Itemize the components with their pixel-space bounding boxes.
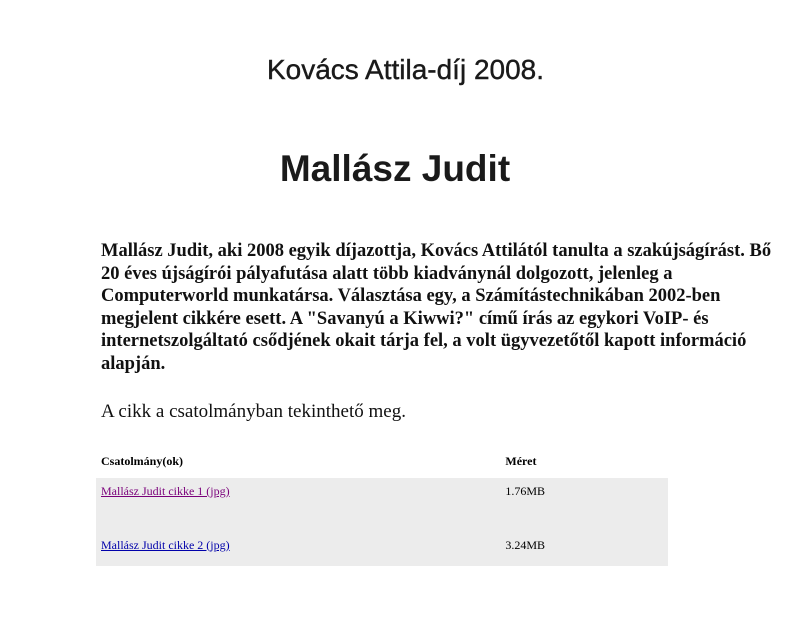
award-title: Kovács Attila-díj 2008. (266, 54, 545, 85)
column-header-size: Méret (505, 453, 537, 468)
attachment-size-cell: 1.76MB (505, 484, 546, 498)
table-row (96, 524, 668, 566)
attachment-link-1[interactable]: Mallász Judit cikke 1 (jpg) (101, 484, 230, 498)
attachments-header-row (96, 444, 668, 478)
column-header-attachment: Csatolmány(ok) (101, 453, 184, 468)
attachment-size-cell: 3.24MB (505, 537, 546, 552)
attachment-link-2[interactable]: Mallász Judit cikke 2 (jpg) (101, 537, 230, 552)
article-lead: Mallász Judit, aki 2008 egyik díjazottja, Kovács Attilától tanulta a szakújságírást. Bő 20 éves újságírói pályafutása alatt több kiadványnál dolgozott, jelenleg a Computerworld munkatársa. Választása egy, a Számítástechnikában 2002-ben megjelent cikkére esett. A "Savanyú a Kiwwi?" című írás az egykori VoIP- és internetszolgáltató csődjének okait tárja fel, a volt ügyvezetőtől kapott információ alapján. (101, 241, 772, 374)
page-title: Mallász Judit (279, 148, 511, 189)
attachment-name-cell (96, 524, 500, 566)
attachments-table (96, 444, 668, 566)
attachment-note: A cikk a csatolmányban tekinthető meg. (101, 401, 406, 422)
attachment-name-cell (96, 478, 500, 524)
table-row (96, 478, 668, 524)
